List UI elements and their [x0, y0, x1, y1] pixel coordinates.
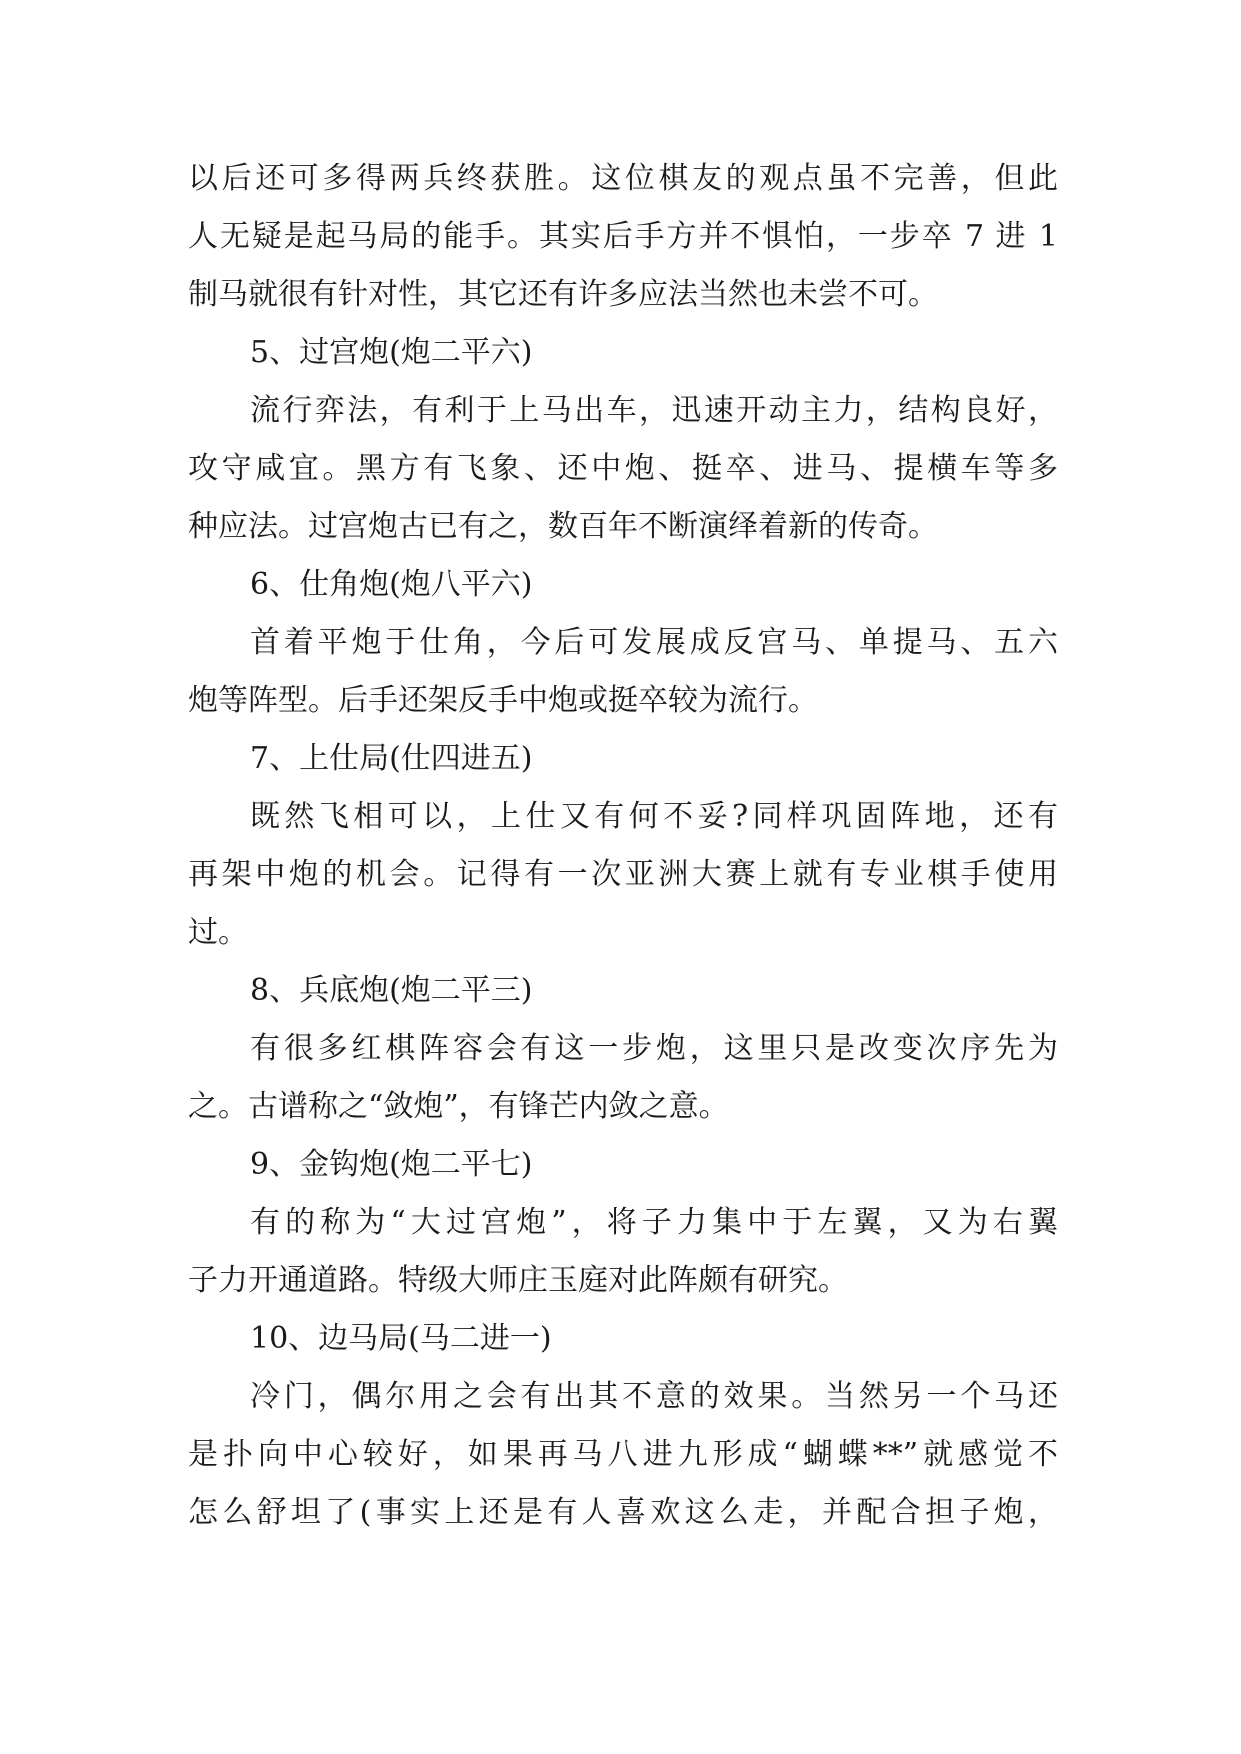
text-line: 怎么舒坦了(事实上还是有人喜欢这么走，并配合担子炮， [188, 1495, 1058, 1530]
text-line: 再架中炮的机会。记得有一次亚洲大赛上就有专业棋手使用 [188, 857, 1058, 892]
text-line: 首着平炮于仕角，今后可发展成反宫马、单提马、五六 [250, 625, 1058, 660]
document-body [188, 150, 1058, 1542]
text-line: 是扑向中心较好，如果再马八进九形成“蝴蝶**”就感觉不 [188, 1437, 1058, 1472]
text-line: 之。古谱称之“敛炮”，有锋芒内敛之意。 [188, 1089, 729, 1124]
text-line: 种应法。过宫炮古已有之，数百年不断演绎着新的传奇。 [188, 509, 938, 544]
text-line: 以后还可多得两兵终获胜。这位棋友的观点虽不完善，但此 [188, 161, 1058, 196]
text-line: 有很多红棋阵容会有这一步炮，这里只是改变次序先为 [250, 1031, 1058, 1066]
text-line: 人无疑是起马局的能手。其实后手方并不惧怕，一步卒 7 进 1 [188, 219, 1058, 254]
section-heading: 7、上仕局(仕四进五) [250, 741, 533, 776]
text-line: 子力开通道路。特级大师庄玉庭对此阵颇有研究。 [188, 1263, 848, 1298]
section-heading: 5、过宫炮(炮二平六) [250, 335, 533, 370]
text-line: 有的称为“大过宫炮”，将子力集中于左翼，又为右翼 [250, 1205, 1058, 1240]
section-heading: 8、兵底炮(炮二平三) [250, 973, 533, 1008]
text-line: 制马就很有针对性，其它还有许多应法当然也未尝不可。 [188, 277, 938, 312]
text-line: 过。 [188, 915, 248, 950]
text-line: 炮等阵型。后手还架反手中炮或挺卒较为流行。 [188, 683, 818, 718]
section-heading: 6、仕角炮(炮八平六) [250, 567, 533, 602]
section-heading: 10、边马局(马二进一) [250, 1321, 552, 1356]
text-line: 攻守咸宜。黑方有飞象、还中炮、挺卒、进马、提横车等多 [188, 451, 1058, 486]
text-line: 既然飞相可以，上仕又有何不妥?同样巩固阵地，还有 [250, 799, 1058, 834]
text-line: 冷门，偶尔用之会有出其不意的效果。当然另一个马还 [250, 1379, 1058, 1414]
text-line: 流行弈法，有利于上马出车，迅速开动主力，结构良好， [250, 393, 1058, 428]
section-heading: 9、金钩炮(炮二平七) [250, 1147, 533, 1182]
